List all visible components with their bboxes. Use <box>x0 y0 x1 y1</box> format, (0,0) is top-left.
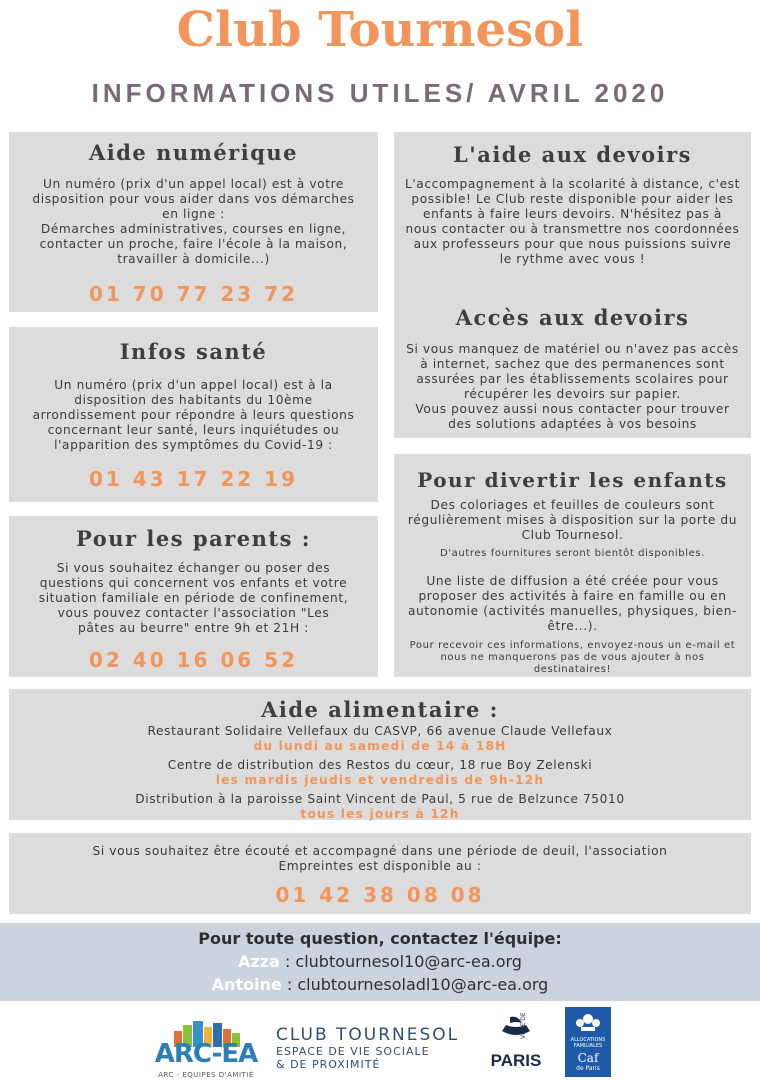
text-line: des solutions adaptées à vos besoins <box>448 417 697 431</box>
paris-name: PARIS <box>490 1051 542 1070</box>
arcea-logo <box>152 1017 260 1077</box>
text-line: enfants à faire leurs devoirs. N'hésitez pas à <box>422 207 723 221</box>
page-subtitle: INFORMATIONS UTILES/ AVRIL 2020 <box>91 78 669 108</box>
aide-numerique-heading: Aide numérique <box>88 140 299 165</box>
text-line: le rythme avec vous ! <box>499 252 646 266</box>
text-line: aux professeurs pour que nous puissions suivre <box>413 237 732 251</box>
text-line: Un numéro (prix d'un appel local) est à la <box>54 378 333 392</box>
text-line: arrondissement pour répondre à leurs questions <box>32 408 355 422</box>
divertir-text-2 <box>394 574 751 634</box>
text-line: Si vous souhaitez échanger ou poser des <box>56 561 331 575</box>
place-text: Centre de distribution des Restos du cœur, 18 rue Boy Zelenski <box>167 758 593 772</box>
infos-sante-box <box>9 327 378 502</box>
place-text: Restaurant Solidaire Vellefaux du CASVP, 66 avenue Claude Vellefaux <box>147 724 613 738</box>
text-line: Une liste de diffusion a été créée pour vous <box>426 574 719 588</box>
divertir-text-1 <box>394 498 751 543</box>
deuil-box <box>9 833 751 914</box>
text-line: assurées par les établissements scolaires pour <box>416 372 729 386</box>
text-line: Si vous manquez de matériel ou n'avez pas accès <box>406 342 739 356</box>
text-line: disposition pour vous aider dans vos démarches <box>32 192 355 206</box>
text-line: situation familiale en période de confinement, <box>38 591 349 605</box>
text-line: L'accompagnement à la scolarité à distance, c'est <box>404 177 741 191</box>
alimentaire-item <box>9 758 751 788</box>
text-line: Empreintes est disponible au : <box>278 859 482 873</box>
acces-devoirs-heading: Accès aux devoirs <box>455 305 690 330</box>
aide-devoirs-heading: L'aide aux devoirs <box>453 142 692 167</box>
deuil-text <box>9 844 751 874</box>
aide-numerique-box <box>9 132 378 312</box>
text-line: Pour recevoir ces informations, envoyez-nous un e-mail et <box>409 640 736 651</box>
alimentaire-item <box>9 724 751 754</box>
tournesol-line2: & DE PROXIMITÉ <box>276 1058 381 1071</box>
aide-devoirs-box <box>394 132 751 438</box>
schedule-text: du lundi au samedi de 14 à 18H <box>253 739 507 753</box>
caf-emblem-icon <box>573 1011 603 1033</box>
text-line: récupérer les devoirs sur papier. <box>463 387 681 401</box>
text-line: Des coloriages et feuilles de couleurs sont <box>430 498 715 512</box>
text-line: disposition des habitants du 10ème <box>74 393 313 407</box>
tournesol-logo <box>276 1025 476 1077</box>
text-line: Un numéro (prix d'un appel local) est à votre <box>42 177 345 191</box>
text-line: Si vous souhaitez être écouté et accompagné dans une période de deuil, l'association <box>92 844 668 858</box>
contact-name: Azza <box>238 952 280 971</box>
text-line: l'apparition des symptômes du Covid-19 : <box>54 438 333 452</box>
text-line: destinataires! <box>533 664 612 675</box>
aide-numerique-text <box>9 177 378 267</box>
paris-logo <box>484 1011 548 1075</box>
text-line: Club Tournesol. <box>521 528 624 542</box>
text-line: travailler à domicile...) <box>117 252 270 266</box>
divertir-heading: Pour divertir les enfants <box>417 468 728 492</box>
text-line: régulièrement mises à disposition sur la porte du <box>407 513 738 527</box>
text-line: Démarches administratives, courses en ligne, <box>40 222 347 236</box>
alimentaire-heading: Aide alimentaire : <box>261 697 499 722</box>
caf-name: Caf <box>577 1051 599 1065</box>
text-line: à internet, sachez que des permanences sont <box>420 357 725 371</box>
parents-box <box>9 516 378 677</box>
infos-sante-phone[interactable]: 01 43 17 22 19 <box>88 467 298 491</box>
alimentaire-item <box>9 792 751 822</box>
caf-logo <box>565 1007 611 1077</box>
infos-sante-heading: Infos santé <box>119 339 268 364</box>
text-line: Vous pouvez aussi nous contacter pour trouver <box>415 402 730 416</box>
contact-heading: Pour toute question, contactez l'équipe: <box>198 929 562 948</box>
contact-email[interactable]: : clubtournesol10@arc-ea.org <box>279 952 522 971</box>
contact-band <box>0 923 760 1001</box>
deuil-phone[interactable]: 01 42 38 08 08 <box>275 883 485 907</box>
text-line: proposer des activités à faire en famille ou en <box>418 589 727 603</box>
schedule-text: les mardis jeudis et vendredis de 9h-12h <box>215 773 545 787</box>
parents-text <box>9 561 378 636</box>
tournesol-name: CLUB TOURNESOL <box>276 1025 460 1045</box>
infos-sante-text <box>9 378 378 453</box>
contact-name: Antoine <box>211 975 282 994</box>
text-line: autonomie (activités manuelles, physiques, bien- <box>407 604 738 618</box>
text-line: en ligne : <box>162 207 225 221</box>
page-title: Club Tournesol <box>176 2 584 58</box>
contact-line <box>0 975 760 994</box>
text-line: nous contacter ou à transmettre nos coordonnées <box>405 222 740 236</box>
divertir-note-2 <box>394 640 751 676</box>
parents-phone[interactable]: 02 40 16 06 52 <box>88 648 298 672</box>
paris-small: VILLE DE <box>520 1012 527 1039</box>
schedule-text: tous les jours à 12h <box>300 807 460 821</box>
tournesol-line1: ESPACE DE VIE SOCIALE <box>276 1045 430 1058</box>
place-text: Distribution à la paroisse Saint Vincent de Paul, 5 rue de Belzunce 75010 <box>135 792 625 806</box>
arcea-name: ARC-EA <box>154 1039 258 1069</box>
text-line: être...). <box>547 619 598 633</box>
divertir-note-1: D'autres fournitures seront bientôt disponibles. <box>440 548 705 559</box>
alimentaire-box <box>9 689 751 820</box>
text-line: nous ne manquerons pas de vous ajouter à nos <box>440 652 705 663</box>
aide-numerique-phone[interactable]: 01 70 77 23 72 <box>88 282 298 306</box>
text-line: contacter un proche, faire l'école à la maison, <box>39 237 348 251</box>
paris-ship-icon <box>496 1011 536 1041</box>
caf-line1: ALLOCATIONS <box>570 1037 606 1043</box>
text-line: questions qui concernent vos enfants et votre <box>39 576 348 590</box>
partner-logos <box>0 1005 760 1080</box>
text-line: vous pouvez contacter l'association "Les <box>57 606 330 620</box>
contact-line <box>0 952 760 971</box>
text-line: pâtes au beurre" entre 9h et 21H : <box>78 621 309 635</box>
arcea-tagline: ARC - EQUIPES D'AMITIÉ <box>158 1071 254 1079</box>
contact-email[interactable]: : clubtournesoladl10@arc-ea.org <box>281 975 549 994</box>
text-line: possible! Le Club reste disponible pour aider les <box>411 192 734 206</box>
caf-sub: de Paris <box>576 1065 600 1072</box>
divertir-box <box>394 454 751 677</box>
text-line: concernant leur santé, leurs inquiétudes ou <box>47 423 340 437</box>
aide-devoirs-text <box>394 177 751 267</box>
acces-devoirs-text <box>394 342 751 432</box>
caf-line2: FAMILIALES <box>573 1043 603 1049</box>
parents-heading: Pour les parents : <box>76 526 311 551</box>
